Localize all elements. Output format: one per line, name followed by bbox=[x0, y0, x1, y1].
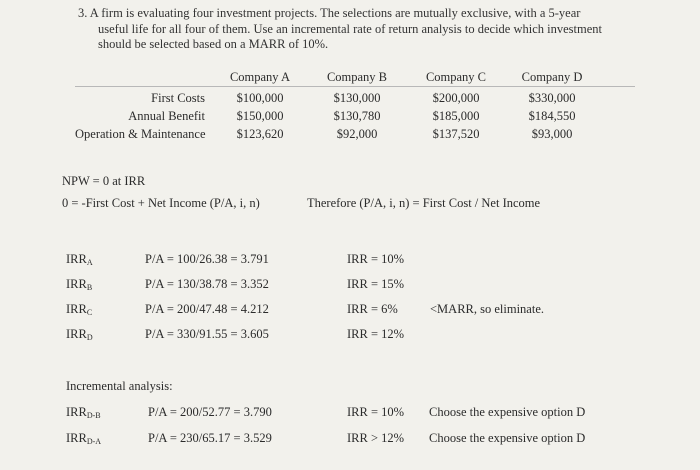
cell: $93,000 bbox=[531, 127, 573, 141]
irr-result-d: IRR = 12% bbox=[347, 327, 405, 341]
table-rule bbox=[75, 86, 635, 87]
irr-result-c: IRR = 6% bbox=[347, 302, 398, 316]
cell: $130,780 bbox=[333, 109, 381, 123]
cell: $92,000 bbox=[336, 127, 378, 141]
incremental-result-da: IRR > 12% bbox=[347, 431, 405, 445]
irr-label-d: $IRR_D$ bbox=[66, 327, 93, 342]
header-company-a: Company A bbox=[229, 70, 291, 84]
problem-line-2: useful life for all four of them. Use an incremental rate of return analysis to decide which investment bbox=[98, 21, 602, 36]
irr-label-c: $IRR_C$ bbox=[66, 302, 93, 317]
cell: $100,000 bbox=[236, 91, 284, 105]
irr-calc-b: P/A = 130/38.78 = 3.352 bbox=[145, 277, 269, 291]
irr-calc-c: P/A = 200/47.48 = 4.212 bbox=[145, 302, 269, 316]
pa-relation: Therefore (P/A, i, n) = First Cost / Net Income bbox=[307, 196, 541, 210]
cell: $137,520 bbox=[432, 127, 480, 141]
problem-statement bbox=[78, 6, 638, 53]
incremental-label-da: $IRR_{D-A}$ bbox=[66, 431, 102, 446]
npw-line: NPW = 0 at IRR bbox=[62, 174, 146, 188]
irr-result-a: IRR = 10% bbox=[347, 252, 405, 266]
irr-calc-d: P/A = 330/91.55 = 3.605 bbox=[145, 327, 269, 341]
header-company-b: Company B bbox=[326, 70, 388, 84]
incremental-calc-da: P/A = 230/65.17 = 3.529 bbox=[148, 431, 272, 445]
row-label-first-costs: First Costs bbox=[151, 91, 205, 105]
irr-label-a: $IRR_A$ bbox=[66, 252, 93, 267]
header-company-d: Company D bbox=[521, 70, 583, 84]
incremental-label-db: $IRR_{D-B}$ bbox=[66, 405, 101, 420]
irr-label-b: $IRR_B$ bbox=[66, 277, 93, 292]
incremental-calc-db: P/A = 200/52.77 = 3.790 bbox=[148, 405, 272, 419]
problem-line-1: 3. A firm is evaluating four investment projects. The selections are mutually exclusive, with a 5-year bbox=[78, 6, 581, 20]
irr-note-c: <MARR, so eliminate. bbox=[430, 302, 544, 316]
cell: $123,620 bbox=[236, 127, 284, 141]
incremental-result-db: IRR = 10% bbox=[347, 405, 405, 419]
incremental-note-db: Choose the expensive option D bbox=[429, 405, 586, 419]
incremental-note-da: Choose the expensive option D bbox=[429, 431, 586, 445]
cell: $184,550 bbox=[528, 109, 576, 123]
cell: $150,000 bbox=[236, 109, 284, 123]
problem-line-3: should be selected based on a MARR of 10%. bbox=[98, 37, 329, 51]
npw-equation: 0 = -First Cost + Net Income (P/A, i, n) bbox=[62, 196, 260, 210]
incremental-heading: Incremental analysis: bbox=[66, 379, 173, 393]
irr-calc-a: P/A = 100/26.38 = 3.791 bbox=[145, 252, 269, 266]
row-label-operation-maintenance: Operation & Maintenance bbox=[75, 127, 206, 141]
cell: $200,000 bbox=[432, 91, 480, 105]
cell: $130,000 bbox=[333, 91, 381, 105]
header-company-c: Company C bbox=[425, 70, 487, 84]
irr-result-b: IRR = 15% bbox=[347, 277, 405, 291]
row-label-annual-benefit: Annual Benefit bbox=[128, 109, 205, 123]
cell: $185,000 bbox=[432, 109, 480, 123]
cell: $330,000 bbox=[528, 91, 576, 105]
